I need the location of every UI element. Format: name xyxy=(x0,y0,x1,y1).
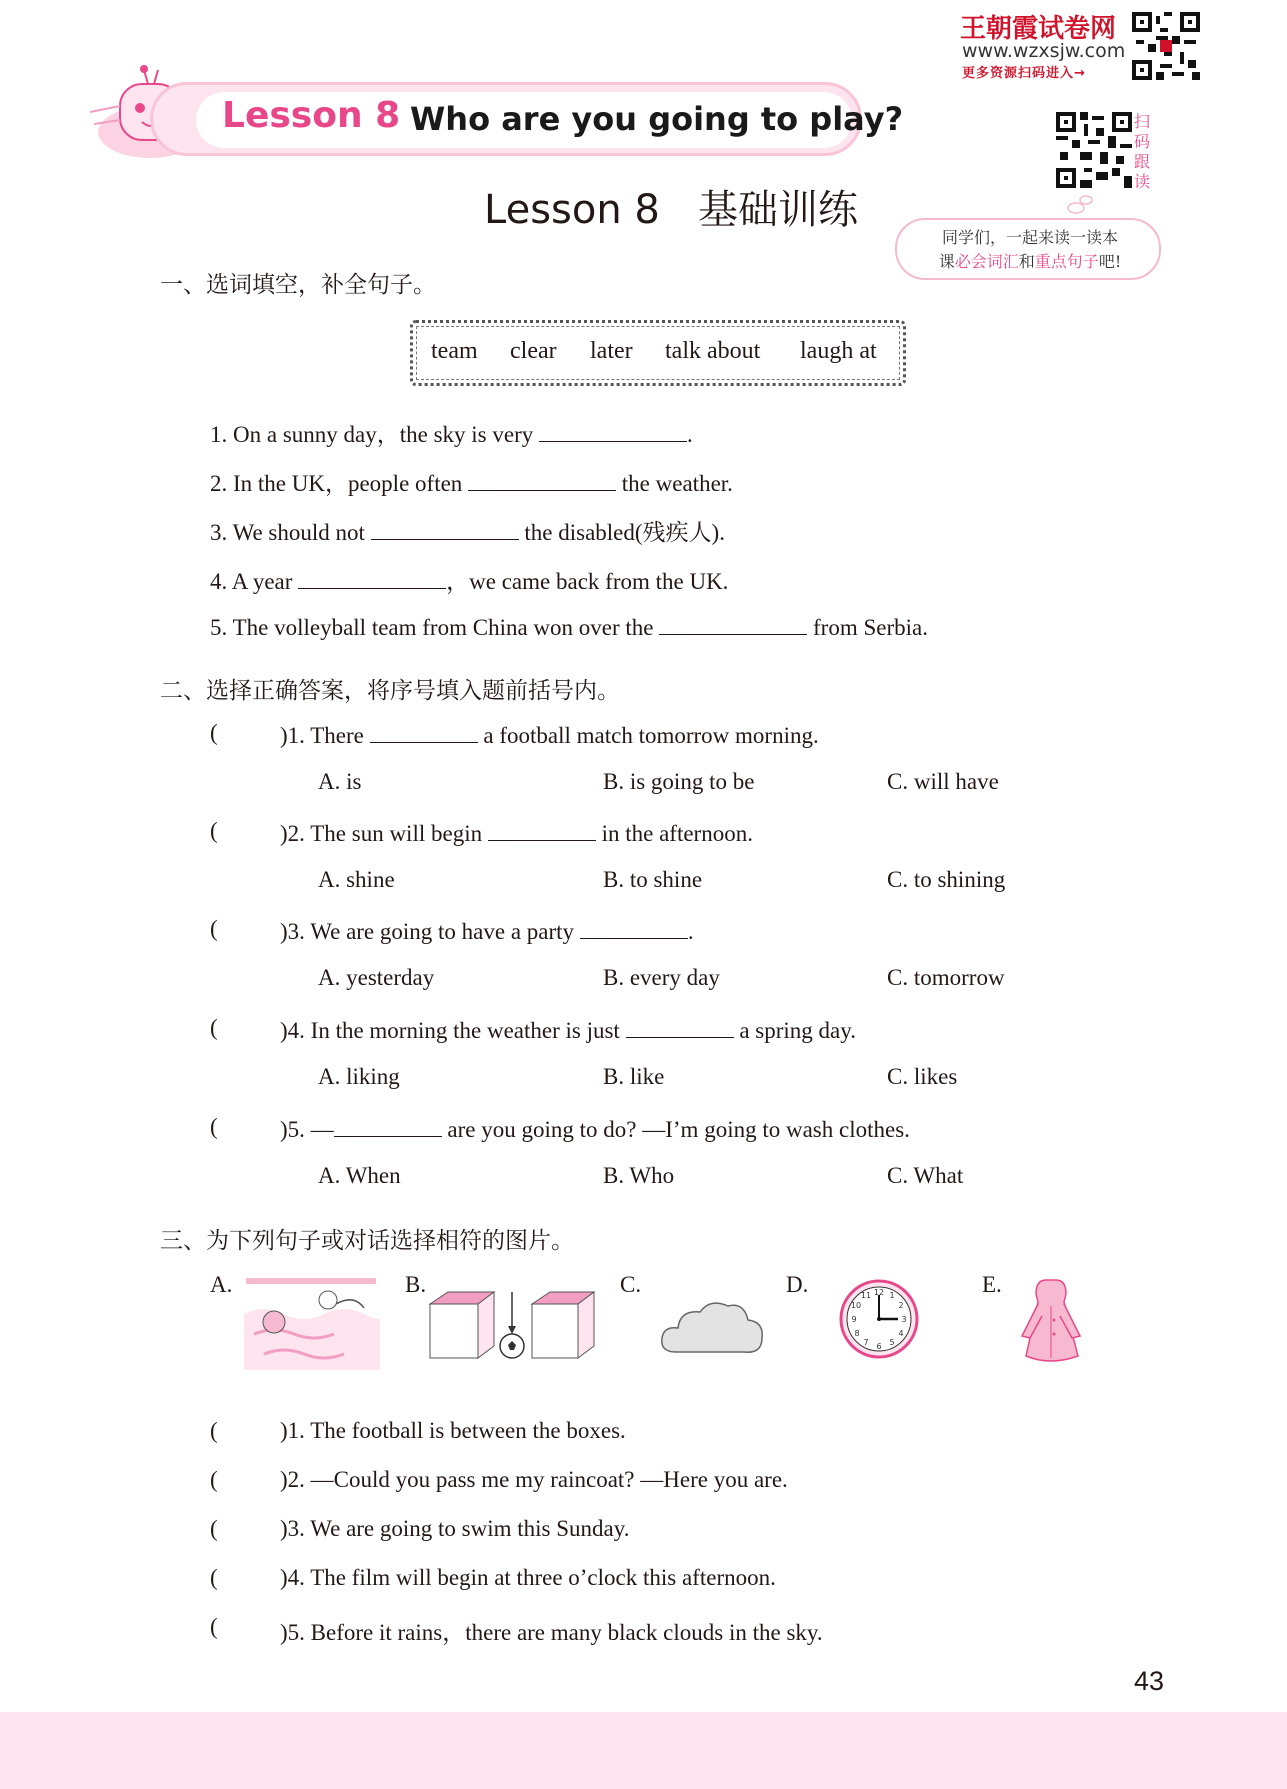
item-text: the weather. xyxy=(616,471,733,496)
item-text: )3. We are going to have a party xyxy=(280,919,580,944)
answer-paren[interactable]: ( xyxy=(210,720,218,745)
clock-three-oclock-icon[interactable] xyxy=(838,1278,920,1360)
match-item-3: )3. We are going to swim this Sunday. xyxy=(280,1516,630,1541)
option-c[interactable]: C. What xyxy=(887,1163,964,1188)
word-bank-item: talk about xyxy=(665,338,761,364)
item-text: ，we came back from the UK. xyxy=(446,569,729,594)
answer-paren[interactable]: ( xyxy=(210,1467,218,1492)
svg-text:12: 12 xyxy=(873,1288,885,1297)
svg-text:6: 6 xyxy=(876,1342,882,1351)
bubble-text xyxy=(905,226,1155,274)
option-c[interactable]: C. to shining xyxy=(887,867,1006,892)
site-qr-code-icon[interactable] xyxy=(1132,12,1200,80)
option-a[interactable]: A. yesterday xyxy=(318,965,435,990)
item-text: 1. On a sunny day，the sky is very xyxy=(210,422,539,447)
svg-text:1: 1 xyxy=(889,1291,895,1300)
option-b[interactable]: B. to shine xyxy=(603,867,703,892)
word-bank-item: later xyxy=(590,338,633,364)
bubble-highlight-vocab: 必会词汇 xyxy=(954,252,1019,271)
item-text: )1. There xyxy=(280,723,370,748)
item-text: . xyxy=(687,919,694,944)
svg-text:4: 4 xyxy=(898,1329,904,1338)
boxes-football-picture-icon[interactable] xyxy=(428,1290,598,1362)
match-item-1: )1. The football is between the boxes. xyxy=(280,1418,626,1443)
option-a[interactable]: A. is xyxy=(318,769,362,794)
svg-text:8: 8 xyxy=(854,1329,860,1338)
option-b[interactable]: B. is going to be xyxy=(603,769,755,794)
item-text: 3. We should not xyxy=(210,520,371,545)
answer-blank[interactable] xyxy=(539,419,687,442)
answer-blank[interactable] xyxy=(334,1114,442,1137)
answer-blank[interactable] xyxy=(626,1015,734,1038)
section-3-heading: 三、为下列句子或对话选择相符的图片。 xyxy=(160,1228,574,1254)
picture-label-b: B. xyxy=(405,1272,427,1297)
answer-paren[interactable]: ( xyxy=(210,1418,218,1443)
answer-blank[interactable] xyxy=(370,720,478,743)
match-item-2: )2. —Could you pass me my raincoat? —Here you are. xyxy=(280,1467,788,1492)
section-1-heading: 一、选词填空，补全句子。 xyxy=(160,272,436,298)
answer-blank[interactable] xyxy=(580,916,688,939)
bubble-highlight-sentences: 重点句子 xyxy=(1034,252,1099,271)
site-more-text: 更多资源扫码进入→ xyxy=(962,66,1086,81)
fill-blank-item-2 xyxy=(210,465,733,498)
answer-blank[interactable] xyxy=(298,566,446,589)
match-item-5: )5. Before it rains，there are many black clouds in the sky. xyxy=(280,1620,823,1645)
option-b[interactable]: B. every day xyxy=(603,965,720,990)
svg-text:11: 11 xyxy=(860,1291,872,1300)
answer-paren[interactable]: ( xyxy=(210,1614,218,1639)
item-text: )5. — xyxy=(280,1117,334,1142)
item-text: . xyxy=(687,422,693,447)
fill-blank-item-5 xyxy=(210,612,928,641)
picture-label-a: A. xyxy=(210,1272,233,1297)
reading-qr-code-icon[interactable] xyxy=(1056,112,1132,188)
svg-text:10: 10 xyxy=(850,1301,862,1310)
answer-paren[interactable]: ( xyxy=(210,1114,218,1139)
raincoat-picture-icon[interactable] xyxy=(1016,1276,1088,1366)
answer-blank[interactable] xyxy=(371,517,519,540)
answer-paren[interactable]: ( xyxy=(210,1516,218,1541)
word-bank-item: team xyxy=(431,338,478,364)
fill-blank-item-3 xyxy=(210,514,725,547)
swimming-picture-icon[interactable] xyxy=(244,1274,380,1370)
svg-text:2: 2 xyxy=(898,1301,904,1310)
svg-text:9: 9 xyxy=(851,1315,857,1324)
answer-blank[interactable] xyxy=(488,818,596,841)
option-a[interactable]: A. shine xyxy=(318,867,395,892)
option-c[interactable]: C. will have xyxy=(887,769,999,794)
svg-text:5: 5 xyxy=(889,1338,895,1347)
bubble-line-2 xyxy=(905,250,1155,274)
svg-text:3: 3 xyxy=(901,1315,907,1324)
item-text: a football match tomorrow morning. xyxy=(477,723,819,748)
option-b[interactable]: B. like xyxy=(603,1064,665,1089)
option-c[interactable]: C. likes xyxy=(887,1064,958,1089)
answer-paren[interactable]: ( xyxy=(210,1565,218,1590)
site-url: www.wzxsjw.com xyxy=(962,40,1126,62)
fill-blank-item-4 xyxy=(210,563,728,596)
lesson-title: Who are you going to play? xyxy=(410,100,904,138)
picture-label-d: D. xyxy=(786,1272,809,1297)
word-bank-item: laugh at xyxy=(800,338,877,364)
scan-follow-read-label: 扫码跟读 xyxy=(1134,112,1151,191)
match-item-4: )4. The film will begin at three o’clock this afternoon. xyxy=(280,1565,776,1590)
svg-text:7: 7 xyxy=(863,1338,869,1347)
choice-item-3 xyxy=(280,916,694,945)
answer-paren[interactable]: ( xyxy=(210,818,218,843)
cloud-picture-icon[interactable] xyxy=(658,1296,768,1360)
item-text: a spring day. xyxy=(733,1018,856,1043)
answer-paren[interactable]: ( xyxy=(210,1015,218,1040)
bubble-line-1: 同学们，一起来读一读本 xyxy=(941,228,1118,247)
item-text: in the afternoon. xyxy=(595,821,753,846)
lesson-tag: Lesson 8 xyxy=(222,95,401,136)
item-text: 5. The volleyball team from China won over the xyxy=(210,615,660,640)
picture-label-c: C. xyxy=(620,1272,642,1297)
bubble-text-mid: 和 xyxy=(1018,252,1035,271)
page-subtitle: Lesson 8 基础训练 xyxy=(484,187,859,233)
item-text: 2. In the UK，people often xyxy=(210,471,469,496)
answer-blank[interactable] xyxy=(468,468,616,491)
option-b[interactable]: B. Who xyxy=(603,1163,675,1188)
bubble-text-prefix: 课 xyxy=(938,252,955,271)
answer-blank[interactable] xyxy=(659,612,807,635)
item-text: 4. A year xyxy=(210,569,299,594)
choice-item-1 xyxy=(280,720,819,749)
item-text: )2. The sun will begin xyxy=(280,821,488,846)
answer-paren[interactable]: ( xyxy=(210,916,218,941)
option-c[interactable]: C. tomorrow xyxy=(887,965,1005,990)
footer-band xyxy=(0,1712,1287,1789)
picture-label-e: E. xyxy=(982,1272,1002,1297)
site-name: 王朝霞试卷网 xyxy=(960,14,1117,44)
choice-item-2 xyxy=(280,818,753,847)
choice-item-5 xyxy=(280,1114,910,1143)
item-text: are you going to do? —I’m going to wash clothes. xyxy=(441,1117,910,1142)
fill-blank-item-1 xyxy=(210,416,693,449)
option-a[interactable]: A. liking xyxy=(318,1064,400,1089)
choice-item-4 xyxy=(280,1015,856,1044)
option-a[interactable]: A. When xyxy=(318,1163,401,1188)
section-2-heading: 二、选择正确答案，将序号填入题前括号内。 xyxy=(160,678,620,704)
page-number: 43 xyxy=(1134,1666,1165,1696)
word-bank-item: clear xyxy=(510,338,557,364)
bubble-tail-icon xyxy=(1056,194,1096,218)
bubble-text-suffix: 吧! xyxy=(1098,252,1122,271)
item-text: )4. In the morning the weather is just xyxy=(280,1018,626,1043)
item-text: the disabled(残疾人). xyxy=(518,520,725,545)
item-text: from Serbia. xyxy=(807,615,928,640)
